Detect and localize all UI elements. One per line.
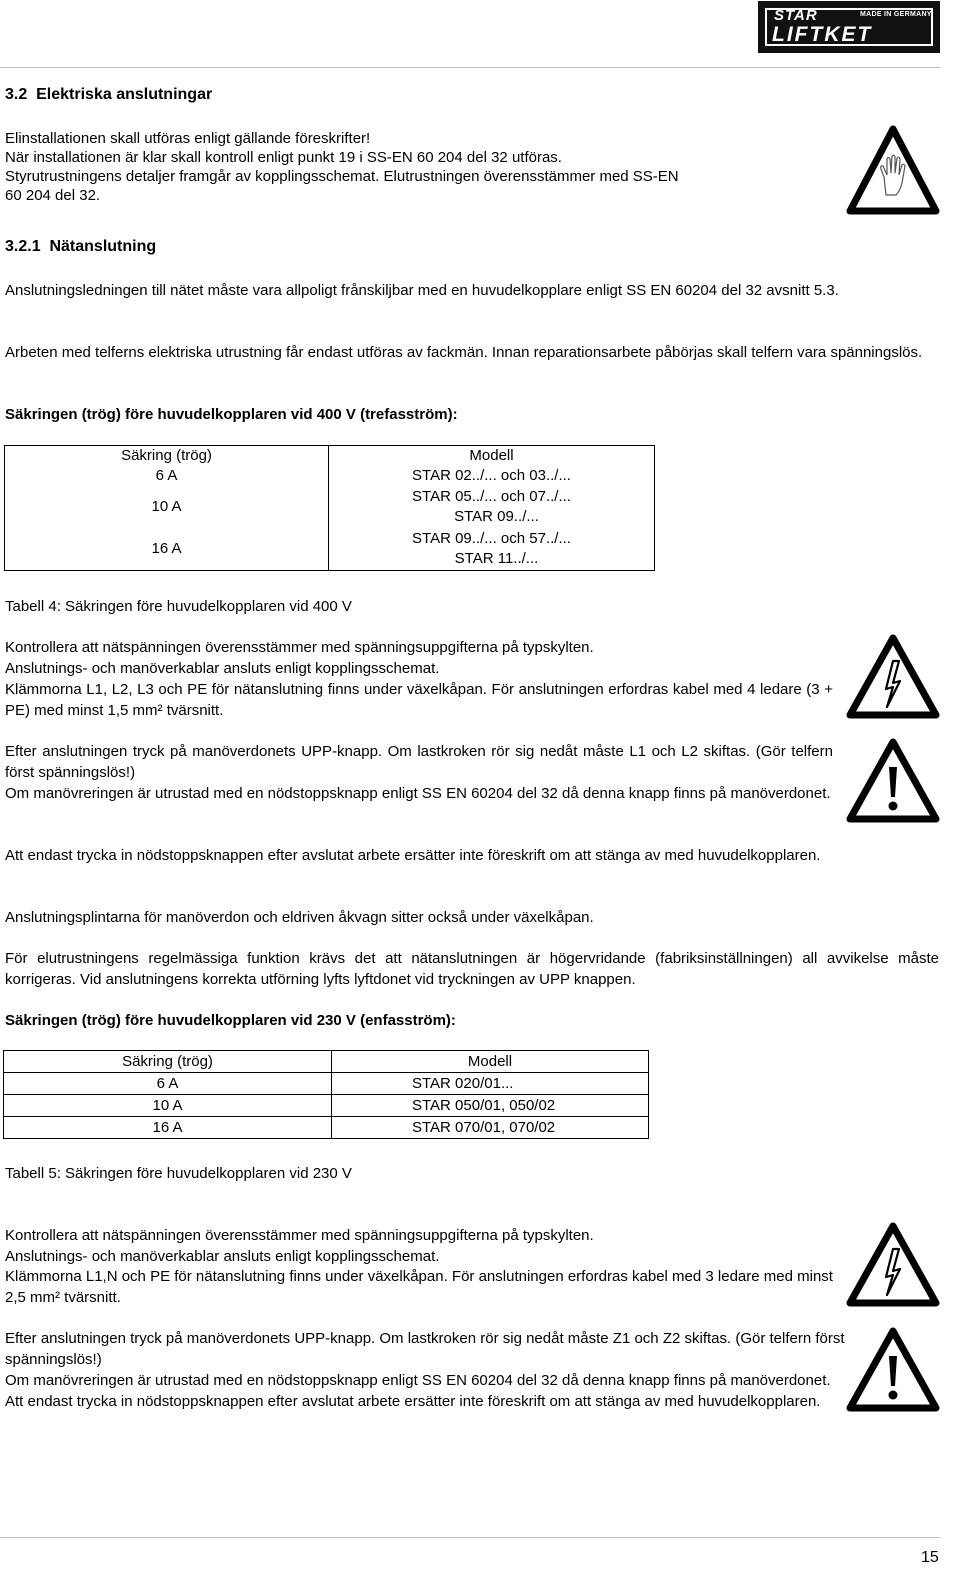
check-line-1: Kontrollera att nätspänningen överensstämmer med spänningsuppgifterna på typskylten. xyxy=(5,639,594,656)
table-cell-fuse: 10 A xyxy=(4,1095,332,1117)
star-liftket-logo xyxy=(759,2,939,52)
subsection-heading: 3.2.1 Nätanslutning xyxy=(5,238,157,255)
only-estop-paragraph: Att endast trycka in nödstoppsknappen efter avslutat arbete ersätter inte föreskrift om att stänga av med huvudelkopplaren. xyxy=(5,847,821,864)
check-line-2: Anslutnings- och manöverkablar ansluts enligt kopplingsschemat. xyxy=(5,660,440,677)
table-cell-fuse: 16 A xyxy=(5,528,329,571)
electric-hazard-icon-2 xyxy=(846,1221,940,1309)
table-row xyxy=(5,486,655,528)
table-5-caption: Tabell 5: Säkringen före huvudelkopplaren vid 230 V xyxy=(5,1165,352,1182)
warning-hand-icon xyxy=(846,125,940,217)
table-cell-model: STAR 02../... och 03../... xyxy=(329,466,655,486)
estop-paragraph-230: Om manövreringen är utrustad med en nödstoppsknapp enligt SS EN 60204 del 32 då denna knapp finns på manöverdonet. Att endast trycka in nödstoppsknappen efter avslutat arbete ersätter inte föreskrift om att stänga av med huvudelkopplaren. xyxy=(5,1372,831,1410)
table-header-fuse: Säkring (trög) xyxy=(4,1051,332,1073)
work-paragraph: Arbeten med telferns elektriska utrustning får endast utföras av fackmän. Innan reparationsarbete påbörjas skall telfern vara spänningslös. xyxy=(5,344,923,361)
table-row xyxy=(4,1117,649,1139)
after-connection-400: Efter anslutningen tryck på manöverdonets UPP-knapp. Om lastkroken rör sig nedåt måste L1 och L2 skiftas. (Gör telfern först spänningslös!) xyxy=(5,743,833,781)
section-heading: 3.2 Elektriska anslutningar xyxy=(5,86,213,103)
table-header-fuse: Säkring (trög) xyxy=(5,446,329,467)
model-line: STAR 09../... och 57../... xyxy=(412,530,571,547)
after-connection-230: Efter anslutningen tryck på manöverdonets UPP-knapp. Om lastkroken rör sig nedåt måste Z1 och Z2 skiftas. (Gör telfern först spänningslös!) xyxy=(5,1330,845,1368)
electric-hazard-icon xyxy=(846,633,940,721)
intro-line-2: När installationen är klar skall kontroll enligt punkt 19 i SS-EN 60 204 del 32 utföras. xyxy=(5,149,562,166)
table-cell-model xyxy=(329,528,655,571)
check-voltage-230 xyxy=(5,1225,845,1267)
exclamation-warning-icon xyxy=(846,737,940,825)
estop-paragraph-400: Om manövreringen är utrustad med en nödstoppsknapp enligt SS EN 60204 del 32 då denna knapp finns på manöverdonet. xyxy=(5,785,831,802)
intro-line-3: Styrutrustningens detaljer framgår av kopplingsschemat. Elutrustningen överensstämmer med SS-EN xyxy=(5,168,679,185)
table-header-row xyxy=(5,446,655,467)
exclamation-warning-icon-2 xyxy=(846,1326,940,1414)
check-line-2: Anslutnings- och manöverkablar ansluts enligt kopplingsschemat. xyxy=(5,1248,440,1265)
logo-brand-bottom: LIFTKET xyxy=(772,23,873,46)
table-4-caption: Tabell 4: Säkringen före huvudelkopplaren vid 400 V xyxy=(5,598,352,615)
header-rule xyxy=(0,67,940,68)
table-cell-fuse: 10 A xyxy=(5,486,329,528)
fuse-400-heading: Säkringen (trög) före huvudelkopplaren vid 400 V (trefasström): xyxy=(5,406,458,423)
terminals-paragraph-230: Klämmorna L1,N och PE för nätanslutning finns under växelkåpan. För anslutningen erfordras kabel med 3 ledare med minst 2,5 mm² tvärsnitt. xyxy=(5,1268,833,1306)
fuse-230-heading: Säkringen (trög) före huvudelkopplaren vid 230 V (enfasström): xyxy=(5,1012,456,1029)
logo-made-in: MADE IN GERMANY xyxy=(860,11,932,18)
model-line: STAR 11../... xyxy=(454,550,539,567)
table-row xyxy=(4,1095,649,1117)
table-header-model: Modell xyxy=(332,1051,649,1073)
terminal-strips-paragraph: Anslutningsplintarna för manöverdon och eldriven åkvagn sitter också under växelkåpan. xyxy=(5,909,594,926)
table-cell-model xyxy=(329,486,655,528)
check-voltage-400 xyxy=(5,637,845,679)
table-cell-model: STAR 050/01, 050/02 xyxy=(332,1095,649,1117)
table-row xyxy=(5,466,655,486)
footer-rule xyxy=(0,1537,940,1538)
logo-brand-top: STAR xyxy=(774,7,818,24)
intro-line-1: Elinstallationen skall utföras enligt gällande föreskrifter! xyxy=(5,130,371,147)
table-cell-model: STAR 020/01... xyxy=(332,1073,649,1095)
table-header-model: Modell xyxy=(329,446,655,467)
table-cell-fuse: 16 A xyxy=(4,1117,332,1139)
table-cell-fuse: 6 A xyxy=(5,466,329,486)
fuse-table-230v xyxy=(3,1050,649,1139)
page-number: 15 xyxy=(921,1549,939,1566)
intro-paragraph xyxy=(5,128,865,206)
check-line-1: Kontrollera att nätspänningen överensstämmer med spänningsuppgifterna på typskylten. xyxy=(5,1227,594,1244)
model-line: STAR 05../... och 07../... xyxy=(412,488,571,505)
intro-line-4: 60 204 del 32. xyxy=(5,187,101,204)
table-row xyxy=(5,528,655,571)
model-line: STAR 09../... xyxy=(454,508,539,525)
table-header-row xyxy=(4,1051,649,1073)
connection-paragraph: Anslutningsledningen till nätet måste vara allpoligt frånskiljbar med en huvudelkopplare enligt SS EN 60204 del 32 avsnitt 5.3. xyxy=(5,282,839,299)
table-row xyxy=(4,1073,649,1095)
table-cell-fuse: 6 A xyxy=(4,1073,332,1095)
table-cell-model: STAR 070/01, 070/02 xyxy=(332,1117,649,1139)
fuse-table-400v xyxy=(4,445,655,571)
rotation-paragraph: För elutrustningens regelmässiga funktion krävs det att nätanslutningen är högervridande (fabriksinställningen) all avvikelse måste korrigeras. Vid anslutningens korrekta utförning lyfts lyftdonet vid tryckningen av UPP knappen. xyxy=(5,950,939,988)
terminals-paragraph-400: Klämmorna L1, L2, L3 och PE för nätanslutning finns under växelkåpan. För anslutningen erfordras kabel med 4 ledare (3 + PE) med minst 1,5 mm² tvärsnitt. xyxy=(5,681,833,719)
